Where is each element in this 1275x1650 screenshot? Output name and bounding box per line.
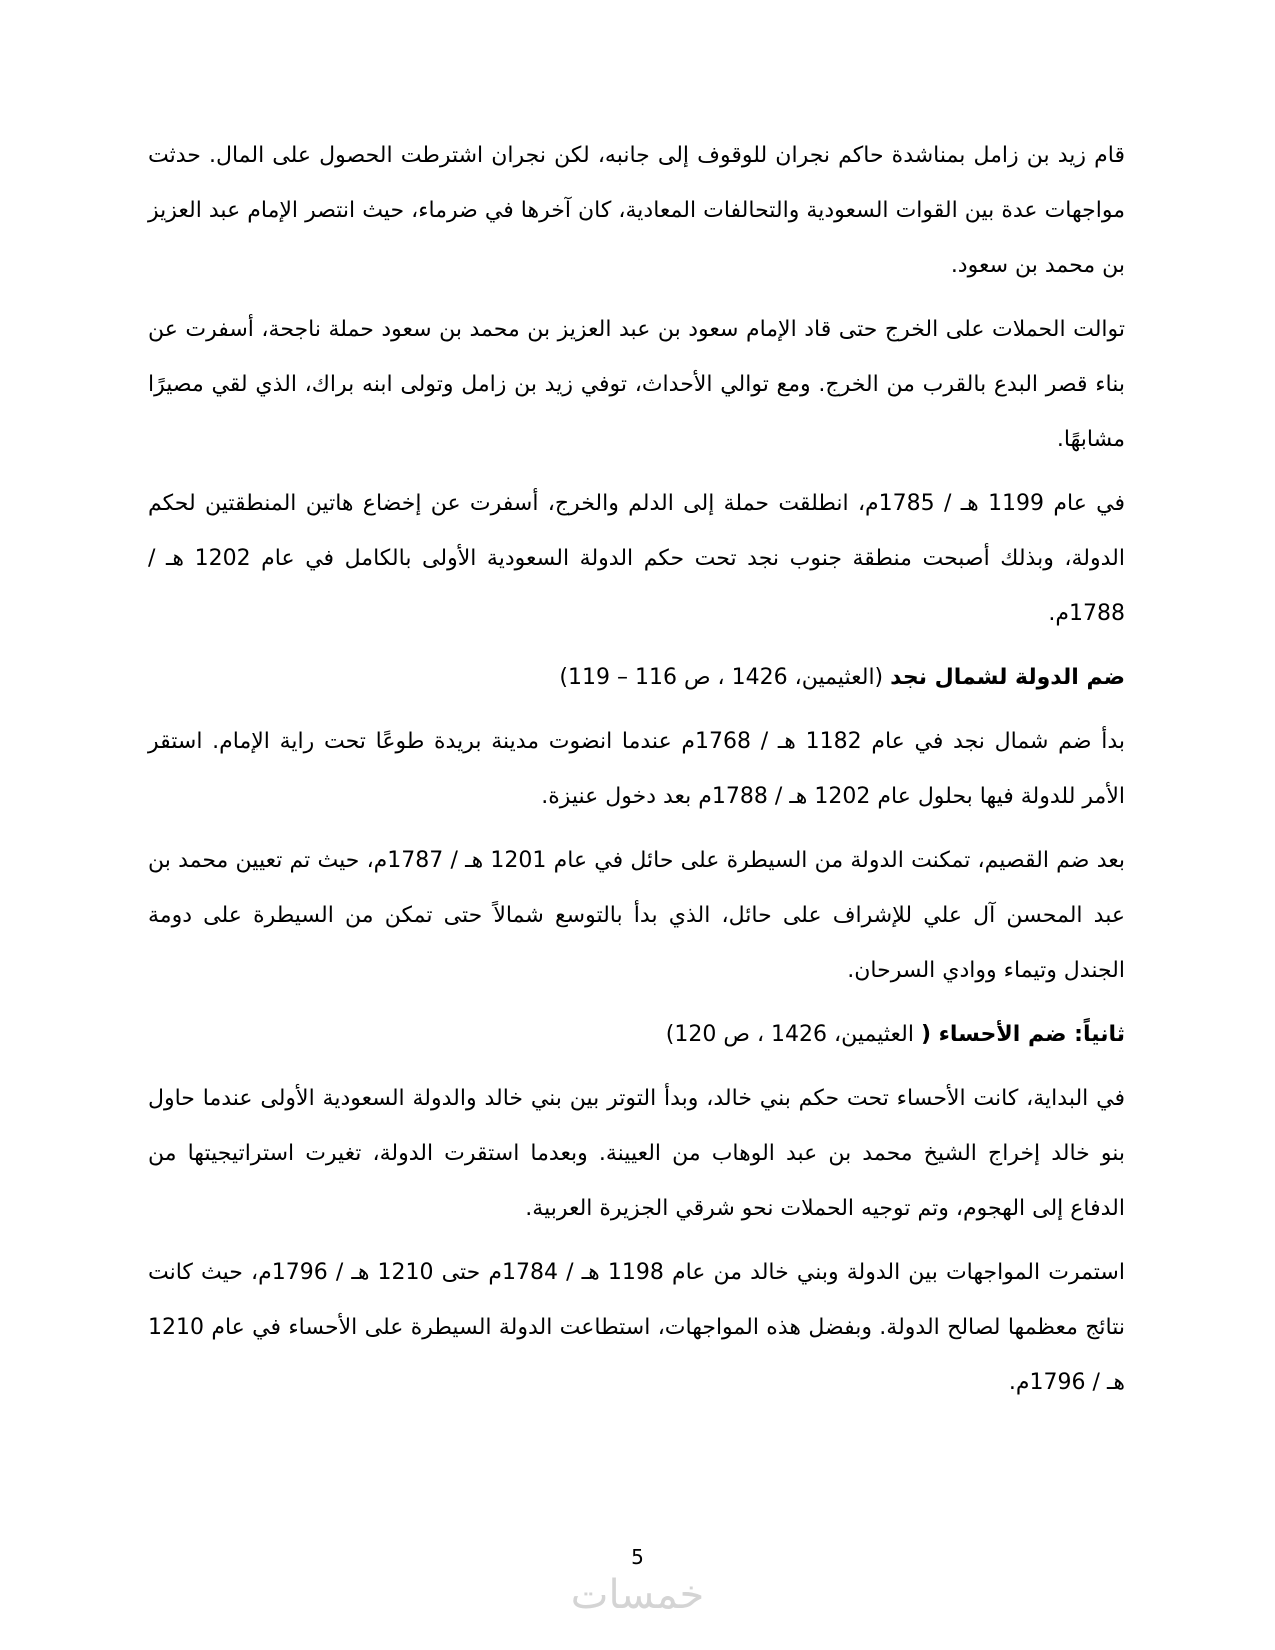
- paragraph-bani-khalid: في البداية، كانت الأحساء تحت حكم بني خالد، وبدأ التوتر بين بني خالد والدولة السعودية الأولى عندما حاول بنو خالد إخراج الشيخ محمد بن عبد الوهاب من العيينة. وبعدما استقرت الدولة، تغيرت استراتيجيتها من الدفاع إلى الهجوم، وتم توجيه الحملات نحو شرقي الجزيرة العربية.: [148, 1086, 1125, 1221]
- paragraph-confrontations-1198: استمرت المواجهات بين الدولة وبني خالد من عام 1198 هـ / 1784م حتى 1210 هـ / 1796م، حيث كانت نتائج معظمها لصالح الدولة. وبفضل هذه المواجهات، استطاعت الدولة السيطرة على الأحساء في عام 1210 هـ / 1796م.: [148, 1260, 1125, 1395]
- paragraph-buraidah: بدأ ضم شمال نجد في عام 1182 هـ / 1768م عندما انضوت مدينة بريدة طوعًا تحت راية الإمام. استقر الأمر للدولة فيها بحلول عام 1202 هـ / 1788م بعد دخول عنيزة.: [148, 729, 1125, 809]
- section-heading-north-najd: [148, 650, 1125, 705]
- heading-north-najd-reference: (العثيمين، 1426 ، ص 116 – 119): [559, 665, 891, 690]
- heading-ahsa-title: ثانياً: ضم الأحساء (: [920, 1022, 1125, 1047]
- paragraph-zaid-najran: قام زيد بن زامل بمناشدة حاكم نجران للوقوف إلى جانبه، لكن نجران اشترطت الحصول على المال. حدثت مواجهات عدة بين القوات السعودية والتحالفات المعادية، كان آخرها في ضرماء، حيث انتصر الإمام عبد العزيز بن محمد بن سعود.: [148, 143, 1125, 278]
- paragraph-dilam-kharj-1199: في عام 1199 هـ / 1785م، انطلقت حملة إلى الدلم والخرج، أسفرت عن إخضاع هاتين المنطقتين لحكم الدولة، وبذلك أصبحت منطقة جنوب نجد تحت حكم الدولة السعودية الأولى بالكامل في عام 1202 هـ / 1788م.: [148, 491, 1125, 626]
- watermark-logo: خمسات: [570, 1572, 705, 1618]
- paragraph-hail: بعد ضم القصيم، تمكنت الدولة من السيطرة على حائل في عام 1201 هـ / 1787م، حيث تم تعيين محمد بن عبد المحسن آل علي للإشراف على حائل، الذي بدأ بالتوسع شمالاً حتى تمكن من السيطرة على دومة الجندل وتيماء ووادي السرحان.: [148, 848, 1125, 983]
- paragraph-kharj-campaigns: توالت الحملات على الخرج حتى قاد الإمام سعود بن عبد العزيز بن محمد بن سعود حملة ناجحة، أسفرت عن بناء قصر البدع بالقرب من الخرج. ومع توالي الأحداث، توفي زيد بن زامل وتولى ابنه براك، الذي لقي مصيرًا مشابهًا.: [148, 317, 1125, 452]
- document-body: [148, 128, 1125, 1419]
- section-heading-ahsa: [148, 1007, 1125, 1062]
- heading-ahsa-reference: العثيمين، 1426 ، ص 120): [665, 1022, 921, 1047]
- heading-north-najd-title: ضم الدولة لشمال نجد: [890, 665, 1125, 690]
- page-number: 5: [631, 1545, 644, 1569]
